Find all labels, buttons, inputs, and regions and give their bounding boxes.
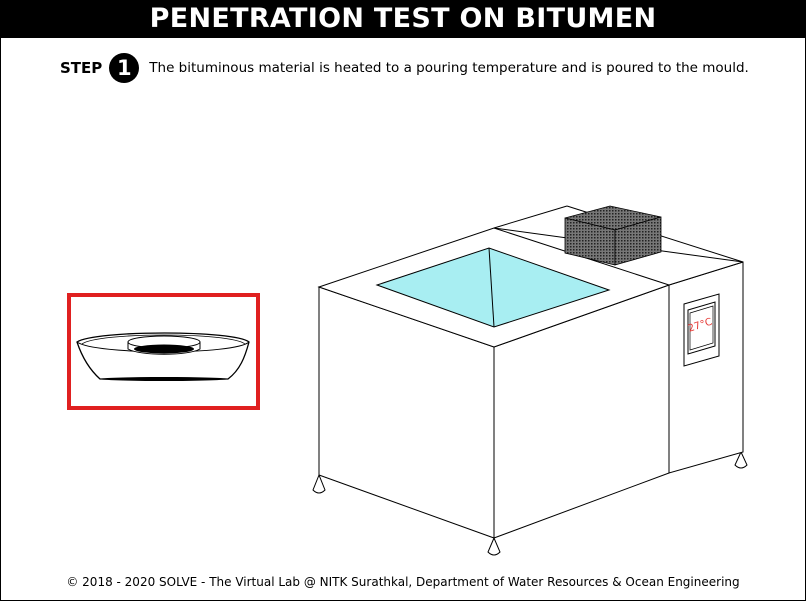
step-label: STEP	[60, 59, 103, 77]
step-number-badge: 1	[109, 53, 139, 83]
bath-leg	[488, 538, 500, 555]
step-text: The bituminous material is heated to a pouring temperature and is poured to the mould.	[149, 60, 749, 76]
bath-leg	[735, 452, 747, 468]
mould-dish-icon	[77, 333, 249, 381]
temperature-reading: 27°C	[686, 316, 714, 335]
motor-block-icon	[565, 206, 661, 265]
bath-leg	[313, 475, 325, 493]
mould-selector[interactable]	[69, 295, 258, 408]
water-bath[interactable]	[313, 206, 747, 555]
temperature-display	[684, 294, 719, 366]
footer-copyright: © 2018 - 2020 SOLVE - The Virtual Lab @ NITK Surathkal, Department of Water Resources & Ocean Engineering	[66, 575, 740, 589]
page-title: PENETRATION TEST ON BITUMEN	[0, 0, 806, 38]
